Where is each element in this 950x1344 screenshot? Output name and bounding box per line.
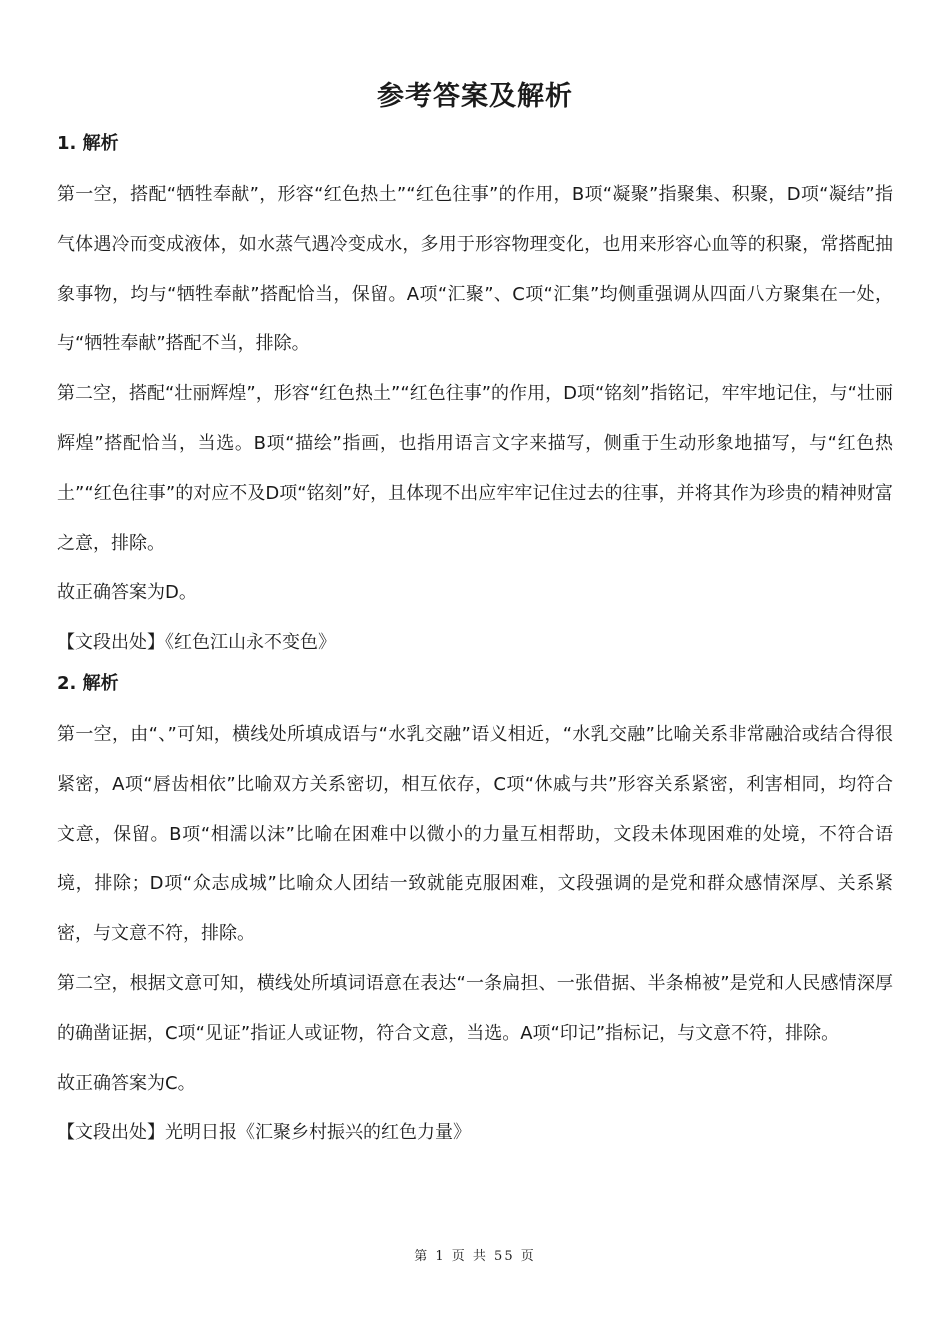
passage-source: 【文段出处】《红色江山永不变色》 xyxy=(57,632,336,654)
correct-answer: 故正确答案为D。 xyxy=(57,582,197,604)
analysis-paragraph: 第一空，由“、”可知，横线处所填成语与“水乳交融”语义相近，“水乳交融”比喻关系非常融洽或结合得很紧密，A项“唇齿相依”比喻双方关系密切，相互依存，C项“休戚与共”形容关系紧密，利害相同，均符合文意，保留。B项“相濡以沫”比喻在困难中以微小的力量互相帮助，文段未体现困难的处境，不符合语境，排除；D项“众志成城”比喻众人团结一致就能克服困难，文段强调的是党和群众感情深厚、关系紧密，与文意不符，排除。 xyxy=(57,723,893,945)
section-heading: 1. 解析 xyxy=(57,133,119,154)
spacer xyxy=(57,160,893,170)
spacer xyxy=(57,700,893,710)
section-heading: 2. 解析 xyxy=(57,672,119,694)
correct-answer: 故正确答案为C。 xyxy=(57,1072,196,1094)
document-body xyxy=(57,128,893,1158)
page-number-footer: 第 1 页 共 55 页 xyxy=(414,1249,536,1264)
page-title: 参考答案及解析 xyxy=(377,81,573,112)
analysis-paragraph: 第二空，根据文意可知，横线处所填词语意在表达“一条扁担、一张借据、半条棉被”是党和人民感情深厚的确凿证据，C项“见证”指证人或证物，符合文意，当选。A项“印记”指标记，与文意不符，排除。 xyxy=(57,972,893,1044)
analysis-paragraph: 第一空，搭配“牺牲奉献”，形容“红色热土”“红色往事”的作用，B项“凝聚”指聚集、积聚，D项“凝结”指气体遇冷而变成液体，如水蒸气遇冷变成水，多用于形容物理变化，也用来形容心血等的积聚，常搭配抽象事物，均与“牺牲奉献”搭配恰当，保留。A项“汇聚”、C项“汇集”均侧重强调从四面八方聚集在一处，与“牺牲奉献”搭配不当，排除。 xyxy=(57,184,893,355)
analysis-paragraph: 第二空，搭配“壮丽辉煌”，形容“红色热土”“红色往事”的作用，D项“铭刻”指铭记，牢牢地记住，与“壮丽辉煌”搭配恰当，当选。B项“描绘”指画，也指用语言文字来描写，侧重于生动形象地描写，与“红色热土”“红色往事”的对应不及D项“铭刻”好，且体现不出应牢牢记住过去的往事，并将其作为珍贵的精神财富之意，排除。 xyxy=(57,383,893,554)
passage-source: 【文段出处】光明日报《汇聚乡村振兴的红色力量》 xyxy=(57,1122,471,1144)
answer-section-1 xyxy=(57,128,893,668)
answer-section-2 xyxy=(57,668,893,1158)
